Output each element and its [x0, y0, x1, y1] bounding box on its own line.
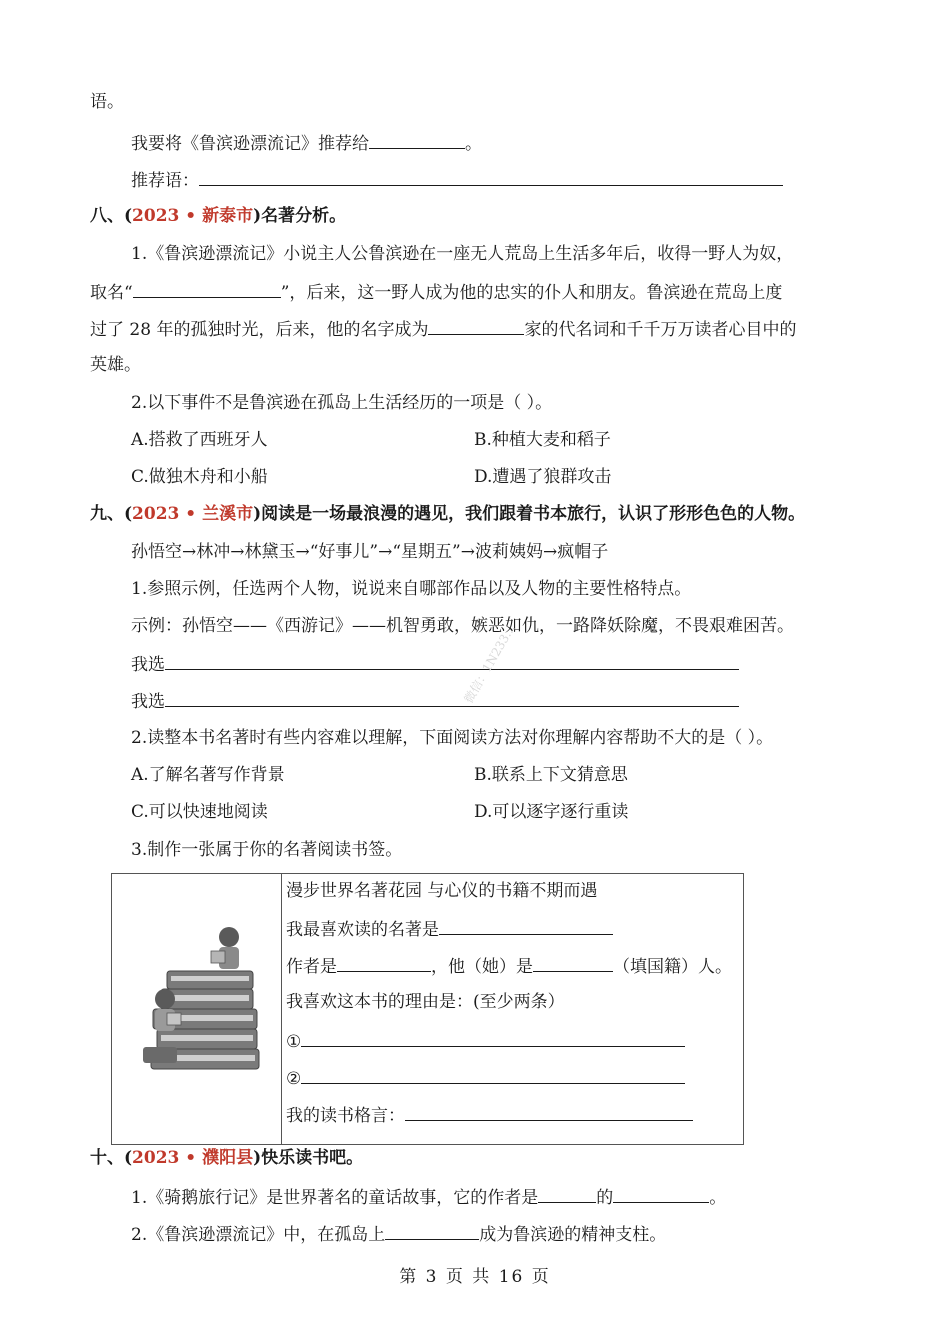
text-part: ”，后来，这一野人成为他的忠实的仆人和朋友。鲁滨逊在荒岛上度 — [280, 283, 783, 303]
recommend-words-line — [131, 167, 783, 193]
question-text: 2.读整本书名著时有些内容难以理解，下面阅读方法对你理解内容帮助不大的是（ ）。 — [131, 728, 774, 748]
answer-blank[interactable] — [199, 167, 783, 186]
text-part: 取名“ — [90, 283, 133, 303]
answer-blank[interactable] — [533, 953, 613, 972]
bookmark-reason: 我喜欢这本书的理由是：(至少两条） — [286, 992, 565, 1012]
answer-blank[interactable] — [428, 316, 524, 335]
circled-number: ① — [286, 1032, 302, 1052]
answer-blank[interactable] — [613, 1184, 709, 1203]
bookmark-reason-2 — [286, 1065, 685, 1091]
heading-title: )阅读是一场最浪漫的遇见，我们跟着书本旅行，认识了形形色色的人物。 — [253, 504, 806, 524]
answer-blank[interactable] — [369, 130, 465, 149]
question-text — [90, 279, 782, 305]
reading-children-illustration — [117, 879, 277, 1139]
option-d[interactable]: D.遭遇了狼群攻击 — [474, 467, 612, 487]
text-part: 的 — [596, 1188, 614, 1208]
section-10-heading — [90, 1146, 363, 1170]
text-part: 家的代名词和千千万万读者心目中的 — [524, 320, 797, 340]
table-divider — [281, 874, 282, 1144]
recommend-line — [131, 130, 482, 156]
question-text — [131, 1221, 666, 1247]
heading-title: )快乐读书吧。 — [253, 1148, 364, 1168]
heading-prefix: 八、( — [90, 206, 133, 226]
watermark: 微信：1N233... — [461, 621, 518, 706]
answer-blank[interactable] — [538, 1184, 596, 1203]
question-text — [131, 1184, 726, 1210]
answer-blank[interactable] — [301, 1065, 685, 1084]
text-part: 过了 28 年的孤独时光，后来，他的名字成为 — [90, 320, 429, 340]
bookmark-motto — [286, 1102, 693, 1128]
choose-label: 我选 — [131, 655, 165, 675]
bookmark-reason-1 — [286, 1028, 685, 1054]
answer-blank[interactable] — [385, 1221, 479, 1240]
bookmark-fav-line — [286, 916, 613, 942]
nationality-label: （填国籍）人。 — [613, 957, 732, 977]
text-line: 语。 — [90, 92, 124, 112]
question-text: 1.《鲁滨逊漂流记》小说主人公鲁滨逊在一座无人荒岛上生活多年后，收得一野人为奴， — [131, 244, 794, 264]
answer-blank[interactable] — [405, 1102, 693, 1121]
page-footer: 第 3 页 共 16 页 — [399, 1267, 551, 1287]
option-d[interactable]: D.可以逐字逐行重读 — [474, 802, 629, 822]
text-part: 2.《鲁滨逊漂流记》中，在孤岛上 — [131, 1225, 386, 1245]
option-c[interactable]: C.做独木舟和小船 — [131, 467, 268, 487]
choose-label: 我选 — [131, 692, 165, 712]
text-part: 1.《骑鹅旅行记》是世界著名的童话故事，它的作者是 — [131, 1188, 539, 1208]
section-8-heading — [90, 204, 346, 228]
recommend-label: 我要将《鲁滨逊漂流记》推荐给 — [131, 134, 369, 154]
question-text: 2.以下事件不是鲁滨逊在孤岛上生活经历的一项是（ ）。 — [131, 393, 553, 413]
circled-number: ② — [286, 1069, 302, 1089]
author-label: ，他（她）是 — [431, 957, 533, 977]
section-9-heading — [90, 502, 805, 526]
source-tag: 2023 • 兰溪市 — [132, 504, 254, 524]
bookmark-table — [111, 873, 744, 1145]
choose-line — [131, 651, 739, 677]
heading-prefix: 九、( — [90, 504, 133, 524]
text-part: 成为鲁滨逊的精神支柱。 — [479, 1225, 667, 1245]
recommend-words-label: 推荐语： — [131, 171, 199, 191]
bookmark-slogan: 漫步世界名著花园 与心仪的书籍不期而遇 — [286, 881, 598, 901]
source-tag: 2023 • 濮阳县 — [132, 1148, 254, 1168]
question-text: 1.参照示例，任选两个人物，说说来自哪部作品以及人物的主要性格特点。 — [131, 579, 692, 599]
choose-line — [131, 688, 739, 714]
bookmark-author-line — [286, 953, 732, 979]
option-c[interactable]: C.可以快速地阅读 — [131, 802, 268, 822]
option-a[interactable]: A.了解名著写作背景 — [131, 765, 285, 785]
question-text: 英雄。 — [90, 355, 141, 375]
motto-label: 我的读书格言： — [286, 1106, 405, 1126]
question-text: 3.制作一张属于你的名著阅读书签。 — [131, 840, 403, 860]
source-tag: 2023 • 新泰市 — [132, 206, 254, 226]
character-chain: 孙悟空→林冲→林黛玉→“好事儿”→“星期五”→波莉姨妈→疯帽子 — [131, 542, 609, 562]
text-part: 。 — [709, 1188, 727, 1208]
answer-blank[interactable] — [439, 916, 613, 935]
example-text: 示例：孙悟空——《西游记》——机智勇敢，嫉恶如仇，一路降妖除魔，不畏艰难困苦。 — [131, 616, 794, 636]
answer-blank[interactable] — [165, 688, 739, 707]
heading-prefix: 十、( — [90, 1148, 133, 1168]
answer-blank[interactable] — [133, 279, 281, 298]
author-label: 作者是 — [286, 957, 337, 977]
heading-title: )名著分析。 — [253, 206, 347, 226]
option-a[interactable]: A.搭救了西班牙人 — [131, 430, 268, 450]
question-text — [90, 316, 796, 342]
answer-blank[interactable] — [165, 651, 739, 670]
option-b[interactable]: B.种植大麦和稻子 — [474, 430, 611, 450]
punct: 。 — [465, 134, 482, 154]
fav-label: 我最喜欢读的名著是 — [286, 920, 439, 940]
answer-blank[interactable] — [337, 953, 431, 972]
answer-blank[interactable] — [301, 1028, 685, 1047]
option-b[interactable]: B.联系上下文猜意思 — [474, 765, 628, 785]
